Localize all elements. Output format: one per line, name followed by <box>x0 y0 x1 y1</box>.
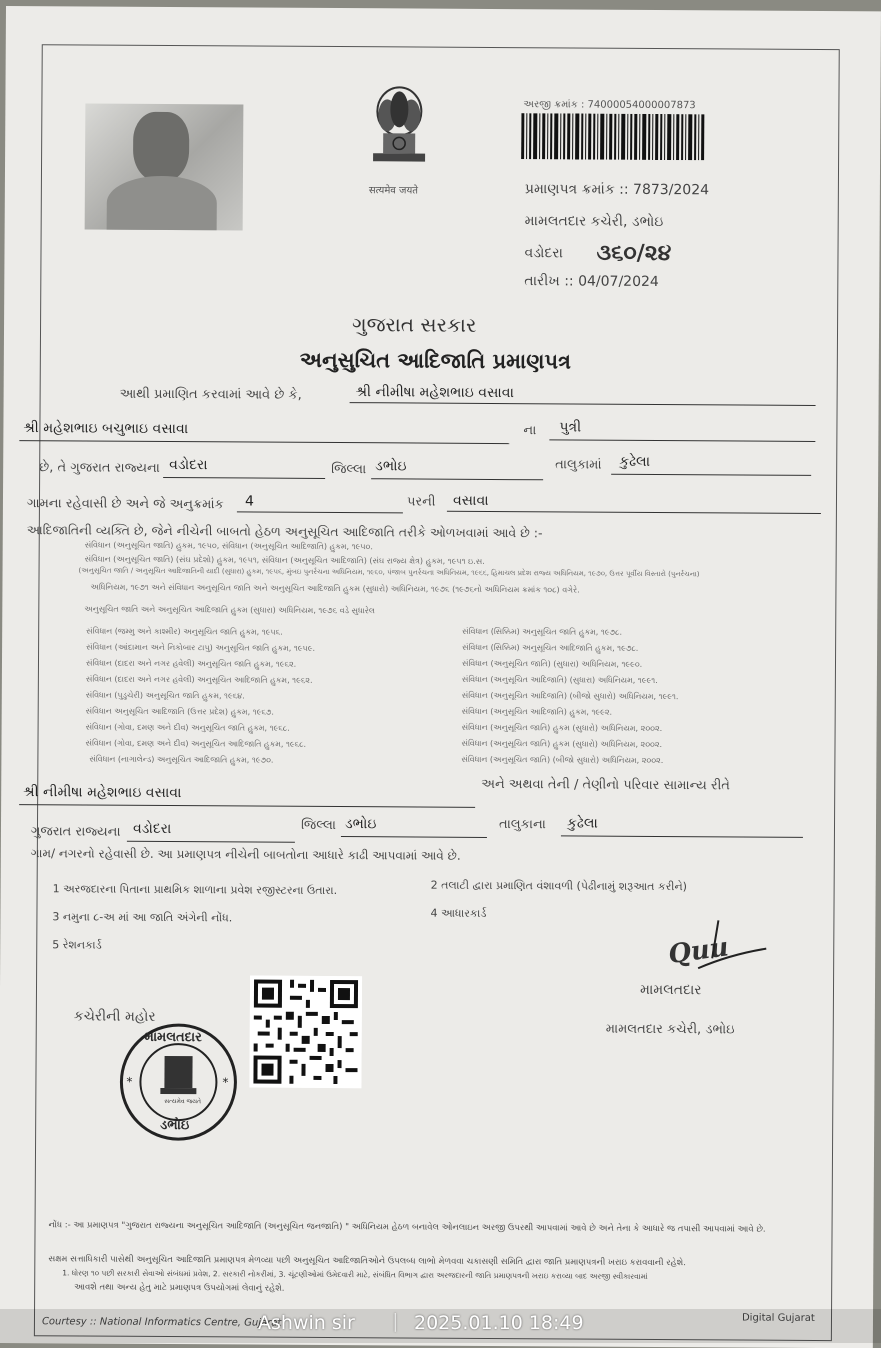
document-5: 5 રેશનકાર્ડ <box>52 938 102 952</box>
signatory-office: મામલતદાર કચેરી, ડભોઇ <box>605 1021 735 1038</box>
village-label: તાલુકામાં <box>555 457 602 473</box>
left-order-3: સંવિધાન (દાદરા અને નગર હવેલી) અનુસૂચિત જાતિ હુકમ, ૧૯૬૨. <box>85 658 297 669</box>
left-order-5: સંવિધાન (પુડુચેરી) અનુસૂચિત જાતિ હુકમ, ૧૯૬૪. <box>85 690 245 701</box>
right-order-6: સંવિધાન (અનુસૂચિત આદિજાતિ) હુકમ, ૧૯૯૨. <box>461 706 613 717</box>
residence-village: કુઢેલા <box>566 815 598 832</box>
serial-number: 4 <box>244 493 254 510</box>
certificate-sheet <box>0 6 881 1348</box>
recognized-text: આદિજાતિની વ્યક્તિ છે, જેને નીચેની બાબતો હેઠળ અનુસૂચિત આદિજાતિ તરીકે ઓળખવામાં આવે છે :- <box>26 522 543 541</box>
right-order-2: સંવિધાન (સિક્કિમ) અનુસૂચિત આદિજાતિ હુકમ, ૧૯૭૮. <box>462 642 639 653</box>
emblem-caption: सत्यमेव जयते <box>368 185 419 197</box>
right-order-8: સંવિધાન (અનુસૂચિત જાતિ) હુકમ (સુધારો) અધિનિયમ, ૨૦૦૨. <box>461 738 663 750</box>
document-1: 1 અરજદારના પિતાના પ્રાથમિક શાળાના પ્રવેશ રજીસ્ટરના ઉતારા. <box>52 882 338 898</box>
order-line-2: સંવિધાન (અનુસૂચિત જાતિ) (સંઘ પ્રદેશો) હુકમ, ૧૯૫૧, સંવિધાન (અનુસૂચિત આદિજાતિ) (સંઘ રાજ્ય ક્ષેત્ર) હુકમ, ૧૯૫૧ ઇ.સ. <box>84 554 485 566</box>
basis-text: ગામ/ નગરનો રહેવાસી છે. આ પ્રમાણપત્ર નીચેની બાબતોના આધારે કાઢી આપવામાં આવે છે. <box>30 846 461 863</box>
watermark-separator: | <box>392 1310 399 1332</box>
taluka-label-2: તાલુકાના <box>498 817 546 833</box>
parent-name: શ્રી મહેશભાઇ બચુભાઇ વસાવા <box>23 420 189 438</box>
photo-head-shape <box>133 112 189 182</box>
application-number: અરજી ક્રમાંક : 74000054000007873 <box>523 99 696 112</box>
district-label: જિલ્લા <box>300 817 337 834</box>
seal-label: કચેરીની મહોર <box>73 1008 156 1025</box>
right-order-9: સંવિધાન (અનુસૂચિત જાતિ) (બીજો સુધારો) અધિનિયમ, ૨૦૦૨. <box>461 754 664 766</box>
svg-text:*: * <box>126 1074 133 1089</box>
svg-text:*: * <box>222 1075 229 1090</box>
applicant-photo <box>85 103 244 230</box>
village-value: કુઢેલા <box>619 453 651 470</box>
note-4: આવશે તથા અન્ય હેતુ માટે પ્રમાણપત્ર ઉપયોગમાં લેવાનું રહેશે. <box>74 1282 285 1294</box>
left-order-1: સંવિધાન (જમ્મુ અને કાશ્મીર) અનુસૂચિત જાતિ હુકમ, ૧૯૫૬. <box>86 626 283 637</box>
document-3: 3 નમુના ૮-અ માં આ જાતિ અંગેની નોંધ. <box>52 910 233 925</box>
holder-name: શ્રી નીમીષા મહેશભાઇ વસાવા <box>355 384 514 402</box>
signature-mark: Quu <box>666 932 731 971</box>
note-2: સક્ષમ સત્તાધિકારી પાસેથી અનુસૂચિત આદિજાતિ પ્રમાણપત્ર મેળવ્યા પછી અનુસૂચિત આદિજાતિઓને ઉપલબ્ધ લાભો મેળવવા ચકાસણી સમિતિ દ્વારા જાતિ પ્રમાણપત્રની ખરાઇ કરાવવાની રહેશે. <box>48 1254 686 1269</box>
order-line-4: અધિનિયમ, ૧૯૭૧ અને સંવિધાન અનુસૂચિત જાતિ અને અનુસૂચિત આદિજાતિ હુકમ (સુધારો) અધિનિયમ, ૧૯૭૬ (૧૯૭૬નો અધિનિયમ ક્રમાંક ૧૦૮) વગેરે. <box>90 582 580 595</box>
left-order-9: સંવિધાન (નાગાલેન્ડ) અનુસૂચિત આદિજાતિ હુકમ, ૧૯૭૦. <box>89 754 274 765</box>
residence-text: ગામના રહેવાસી છે અને જે અનુક્રમાંક <box>26 496 224 513</box>
relation-prefix: ના <box>523 423 537 439</box>
photo-body-shape <box>107 176 217 231</box>
office-seal-stamp <box>118 1022 239 1143</box>
office-line: મામલતદાર કચેરી, ડભોઇ <box>524 213 664 231</box>
tribe-label: પરની <box>406 494 436 510</box>
document-2: 2 તલાટી દ્વારા પ્રમાણિત વંશાવળી (પેઢીનામું શરૂઆત કરીને) <box>430 878 688 894</box>
qr-code <box>249 976 362 1089</box>
state-text: છે, તે ગુજરાત રાજ્યના <box>39 460 160 476</box>
right-order-5: સંવિધાન (અનુસૂચિત આદિજાતિ) (બીજો સુધારો) અધિનિયમ, ૧૯૯૧. <box>461 690 679 702</box>
courtesy-footer: Courtesy :: National Informatics Centre, Gujarat <box>41 1316 282 1329</box>
note-1: નોંધ :- આ પ્રમાણપત્ર "ગુજરાત રાજ્યના અનુસૂચિત આદિજાતિ (અનુસૂચિત જનજાતિ) " અધિનિયમ હેઠળ બનાવેલ ઓનલાઇન અરજી ઉપરથી આપવામાં આવે છે અને તેના કે આધારે જ તપાસી આપવામાં આવે છે. <box>48 1220 766 1235</box>
right-order-7: સંવિધાન (અનુસૂચિત જાતિ) હુકમ (સુધારો) અધિનિયમ, ૨૦૦૨. <box>461 722 663 734</box>
signature-stroke <box>690 918 770 978</box>
seal-top-text: મામલતદાર <box>144 1029 202 1046</box>
watermark-timestamp: 2025.01.10 18:49 <box>414 1312 584 1334</box>
document-4: 4 આધારકાર્ડ <box>430 906 487 920</box>
seal-center-text: સત્યમેવ જયતે <box>164 1097 202 1106</box>
holder-name-repeat: શ્રી નીમીષા મહેશભાઇ વસાવા <box>23 784 182 802</box>
state-label: ગુજરાત રાજ્યના <box>30 824 121 840</box>
government-title: ગુજરાત સરકાર <box>351 312 477 337</box>
register-number-handwritten: ૩૬૦/૨૪ <box>596 239 672 267</box>
district-value: વડોદરા <box>169 457 208 474</box>
residence-district: વડોદરા <box>132 820 172 838</box>
right-order-3: સંવિધાન (અનુસૂચિત જાતિ) (સુધારા) અધિનિયમ, ૧૯૯૦. <box>461 658 643 669</box>
right-order-4: સંવિધાન (અનુસૂચિત આદિજાતિ) (સુધારા) અધિનિયમ, ૧૯૯૧. <box>461 674 658 685</box>
relation: પુત્રી <box>559 419 582 436</box>
family-text: અને અથવા તેની / તેણીનો પરિવાર સામાન્ય રીતે <box>481 776 731 794</box>
note-3: 1. ધોરણ ૧૦ પછી સરકારી સેવાઓ સંબંધમાં પ્રવેશ, 2. સરકારી નોકરીમાં, 3. ચૂંટણીઓમાં ઉમેદવારી માટે, સંબંધિત વિભાગ દ્વારા અરજદારની જાતિ પ્રમાણપત્રની ખરાઇ કરાવ્યા બાદ અરજી સ્વીકારવામાં <box>62 1268 648 1281</box>
barcode <box>521 113 707 160</box>
order-line-1: સંવિધાન (અનુસૂચિત જાતિ) હુકમ, ૧૯૫૦, સંવિધાન (અનુસૂચિત આદિજાતિ) હુકમ, ૧૯૫૦. <box>84 540 373 552</box>
residence-taluka: ડભોઇ <box>344 816 377 833</box>
right-order-1: સંવિધાન (સિક્કિમ) અનુસૂચિત જાતિ હુકમ, ૧૯૭૮. <box>462 626 623 637</box>
tribe-value: વસાવા <box>452 492 489 509</box>
issue-date: તારીખ :: 04/07/2024 <box>524 273 659 290</box>
order-line-3: (અનુસૂચિત જાતિ / અનુસૂચિત આદિજાતિની યાદી (સુધારા) હુકમ, ૧૯૫૬, મુંબઇ પુનર્રચના અધિનિયમ, ૧૯૬૦, પંજાબ પુનર્રચના અધિનિયમ, ૧૯૬૬, હિમાચલ પ્રદેશ રાજ્ય અધિનિયમ, ૧૯૭૦, ઉત્તર પૂર્વીય વિસ્તારો (પુનર્રચના) <box>78 566 700 579</box>
left-order-2: સંવિધાન (આંદામાન અને નિકોબાર ટાપુ) અનુસૂચિત જાતિ હુકમ, ૧૯૫૯. <box>86 642 316 653</box>
left-order-7: સંવિધાન (ગોવા, દમણ અને દીવ) અનુસૂચિત જાતિ હુકમ, ૧૯૬૮. <box>85 722 290 733</box>
taluka-label: જિલ્લા <box>331 461 367 478</box>
digital-gujarat-footer: Digital Gujarat <box>741 1312 815 1324</box>
left-order-6: સંવિધાન અનુસૂચિત આદિજાતિ (ઉત્તર પ્રદેશ) હુકમ, ૧૯૬૭. <box>85 706 274 717</box>
watermark-name: Ashwin sir <box>258 1312 355 1334</box>
certificate-number: પ્રમાણપત્ર ક્રમાંક :: 7873/2024 <box>524 181 710 199</box>
left-order-8: સંવિધાન (ગોવા, દમણ અને દીવ) અનુસૂચિત આદિજાતિ હુકમ, ૧૯૬૮. <box>85 738 307 749</box>
signatory-designation: મામલતદાર <box>639 981 702 999</box>
register-label: વડોદરા <box>524 245 563 262</box>
certificate-title: અનુસુચિત આદિજાતિ પ્રમાણપત્ર <box>299 347 572 374</box>
certify-intro: આથી પ્રમાણિત કરવામાં આવે છે કે, <box>119 386 302 403</box>
national-emblem-icon <box>363 81 436 181</box>
taluka-value: ડભોઇ <box>375 458 407 475</box>
seal-bottom-text: ડભોઇ <box>160 1117 190 1134</box>
order-line-5: અનુસૂચિત જાતિ અને અનુસૂચિત આદિજાતિ હુકમ (સુધારા) અધિનિયમ, ૧૯૭૬ વડે સુધારેલ <box>84 604 376 616</box>
left-order-4: સંવિધાન (દાદરા અને નગર હવેલી) અનુસૂચિત આદિજાતિ હુકમ, ૧૯૬૨. <box>85 674 313 685</box>
